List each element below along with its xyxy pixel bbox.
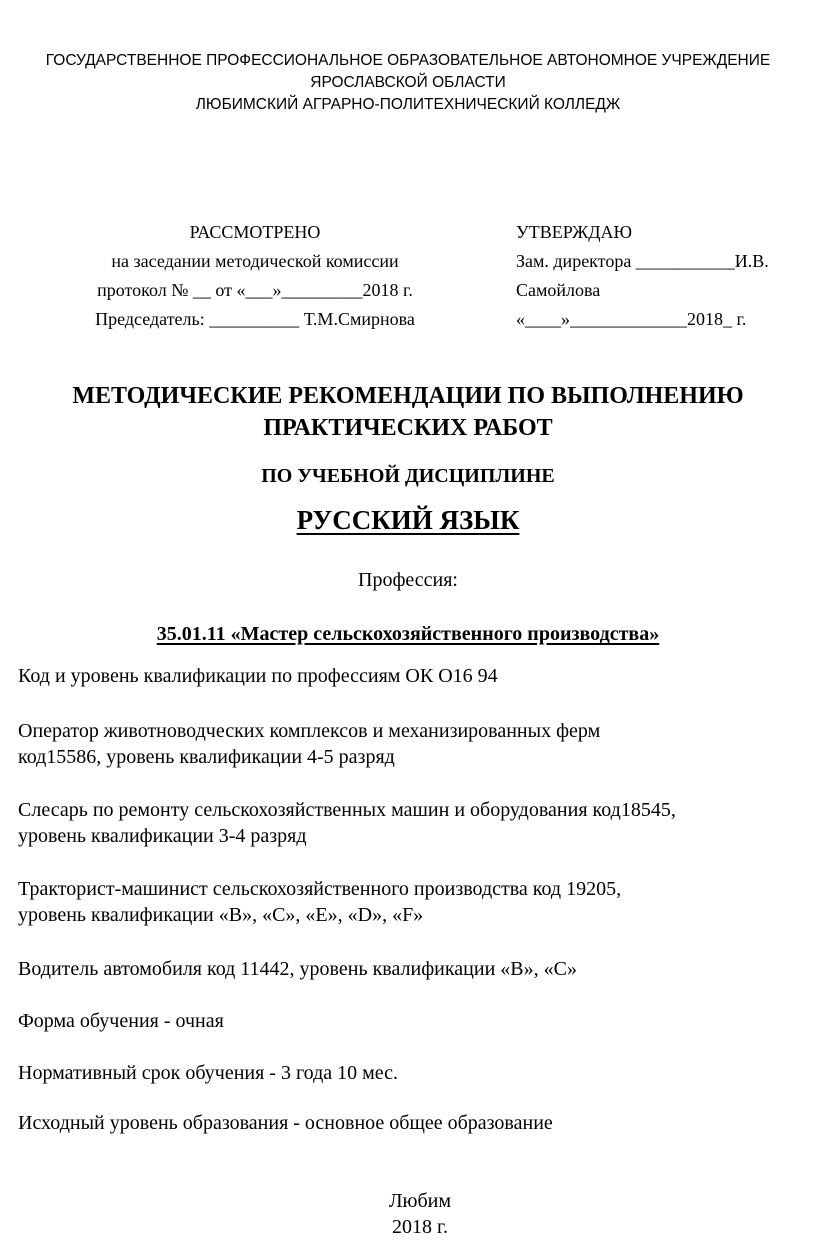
paragraph-line: уровень квалификации 3-4 разряд <box>18 825 307 847</box>
education-level-paragraph <box>18 1110 814 1136</box>
qualification-code-paragraph <box>18 663 814 689</box>
paragraph-line: код15586, уровень квалификации 4-5 разряд <box>18 746 395 768</box>
reviewed-heading: РАССМОТРЕНО <box>189 222 321 242</box>
paragraph-line: Исходный уровень образования - основное общее образование <box>18 1112 553 1134</box>
institution-line-1: ГОСУДАРСТВЕННОЕ ПРОФЕССИОНАЛЬНОЕ ОБРАЗОВАТЕЛЬНОЕ АВТОНОМНОЕ УЧРЕЖДЕНИЕ <box>45 52 771 69</box>
paragraph-line: Форма обучения - очная <box>18 1010 224 1032</box>
footer-year: 2018 г. <box>392 1216 448 1238</box>
institution-line-2: ЯРОСЛАВСКОЙ ОБЛАСТИ <box>310 74 506 91</box>
reviewed-chairman: Председатель: __________ Т.М.Смирнова <box>95 309 415 329</box>
approved-date: «____»_____________2018_ г. <box>516 309 747 329</box>
driver-paragraph <box>18 956 814 982</box>
approved-deputy-director: Зам. директора ___________И.В. <box>516 251 769 271</box>
paragraph-line: Оператор животноводческих комплексов и механизированных ферм <box>18 720 601 742</box>
paragraph-line: Водитель автомобиля код 11442, уровень квалификации «В», «С» <box>18 958 577 980</box>
paragraph-line: Код и уровень квалификации по профессиям ОК О16 94 <box>18 665 498 687</box>
study-term-paragraph <box>18 1060 814 1086</box>
paragraph-line: Нормативный срок обучения - 3 года 10 мес. <box>18 1062 399 1084</box>
approved-surname: Самойлова <box>516 280 601 300</box>
tractor-driver-paragraph <box>18 876 814 928</box>
approved-heading: УТВЕРЖДАЮ <box>516 222 633 242</box>
paragraph-line: Слесарь по ремонту сельскохозяйственных машин и оборудования код18545, <box>18 799 676 821</box>
approval-block-reviewed <box>60 218 450 334</box>
approval-block-approved <box>516 218 806 334</box>
paragraph-line: Тракторист-машинист сельскохозяйственного производства код 19205, <box>18 878 622 900</box>
profession-name: 35.01.11 «Мастер сельскохозяйственного производства» <box>156 623 660 645</box>
institution-line-3: ЛЮБИМСКИЙ АГРАРНО-ПОЛИТЕХНИЧЕСКИЙ КОЛЛЕДЖ <box>195 96 621 113</box>
discipline-subtitle: ПО УЧЕБНОЙ ДИСЦИПЛИНЕ <box>261 465 555 487</box>
footer-city: Любим <box>388 1190 452 1212</box>
document-footer <box>0 1188 816 1240</box>
subject-name: РУССКИЙ ЯЗЫК <box>296 505 520 535</box>
reviewed-protocol: протокол № __ от «___»_________2018 г. <box>97 280 413 300</box>
title-line-1: МЕТОДИЧЕСКИЕ РЕКОМЕНДАЦИИ ПО ВЫПОЛНЕНИЮ <box>72 383 744 409</box>
operator-paragraph <box>18 718 814 770</box>
study-form-paragraph <box>18 1008 814 1034</box>
reviewed-commission: на заседании методической комиссии <box>111 251 399 271</box>
paragraph-line: уровень квалификации «В», «С», «Е», «D», «F» <box>18 904 424 926</box>
profession-label: Профессия: <box>358 569 458 591</box>
document-title <box>0 380 816 444</box>
institution-header <box>0 50 816 116</box>
mechanic-paragraph <box>18 797 814 849</box>
title-line-2: ПРАКТИЧЕСКИХ РАБОТ <box>263 415 553 441</box>
